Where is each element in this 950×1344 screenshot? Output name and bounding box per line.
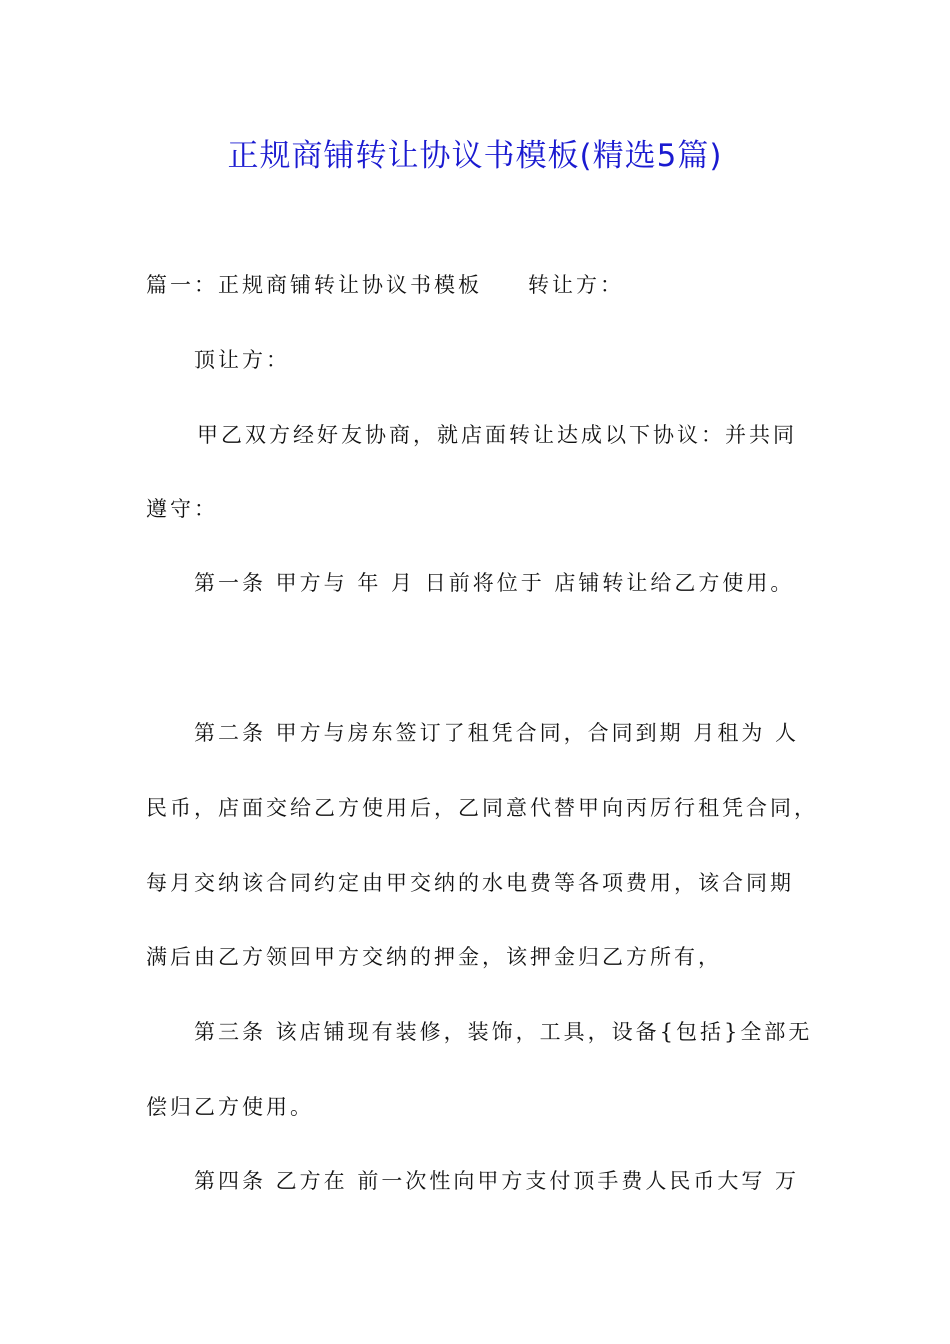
transferee-label: 顶让方： bbox=[194, 348, 290, 372]
transferor-label: 转让方： bbox=[528, 273, 624, 297]
article-2-line-2: 民币，店面交给乙方使用后，乙同意代替甲向丙厉行租凭合同， bbox=[146, 796, 818, 820]
article-1-line-1: 第一条 甲方与 年 月 日前将位于 店铺转让给乙方使用。 bbox=[194, 571, 795, 595]
document-title: 正规商铺转让协议书模板(精选5篇) bbox=[227, 138, 723, 174]
article-4-line-1: 第四条 乙方在 前一次性向甲方支付顶手费人民币大写 万 bbox=[194, 1169, 800, 1193]
article-2-line-3: 每月交纳该合同约定由甲交纳的水电费等各项费用，该合同期 bbox=[146, 871, 794, 895]
article-2-line-4: 满后由乙方领回甲方交纳的押金，该押金归乙方所有， bbox=[146, 945, 722, 969]
section-heading: 篇一：正规商铺转让协议书模板 bbox=[146, 273, 482, 297]
section-heading-line bbox=[146, 270, 624, 300]
article-3-line-2: 偿归乙方使用。 bbox=[146, 1095, 314, 1119]
paragraph-intro-line-2: 遵守： bbox=[146, 497, 218, 521]
article-2-line-1: 第二条 甲方与房东签订了租凭合同，合同到期 月租为 人 bbox=[194, 721, 800, 745]
paragraph-intro-line-1: 甲乙双方经好友协商，就店面转让达成以下协议：并共同 bbox=[197, 423, 797, 447]
article-3-line-1: 第三条 该店铺现有装修，装饰，工具，设备{包括}全部无 bbox=[194, 1020, 813, 1044]
